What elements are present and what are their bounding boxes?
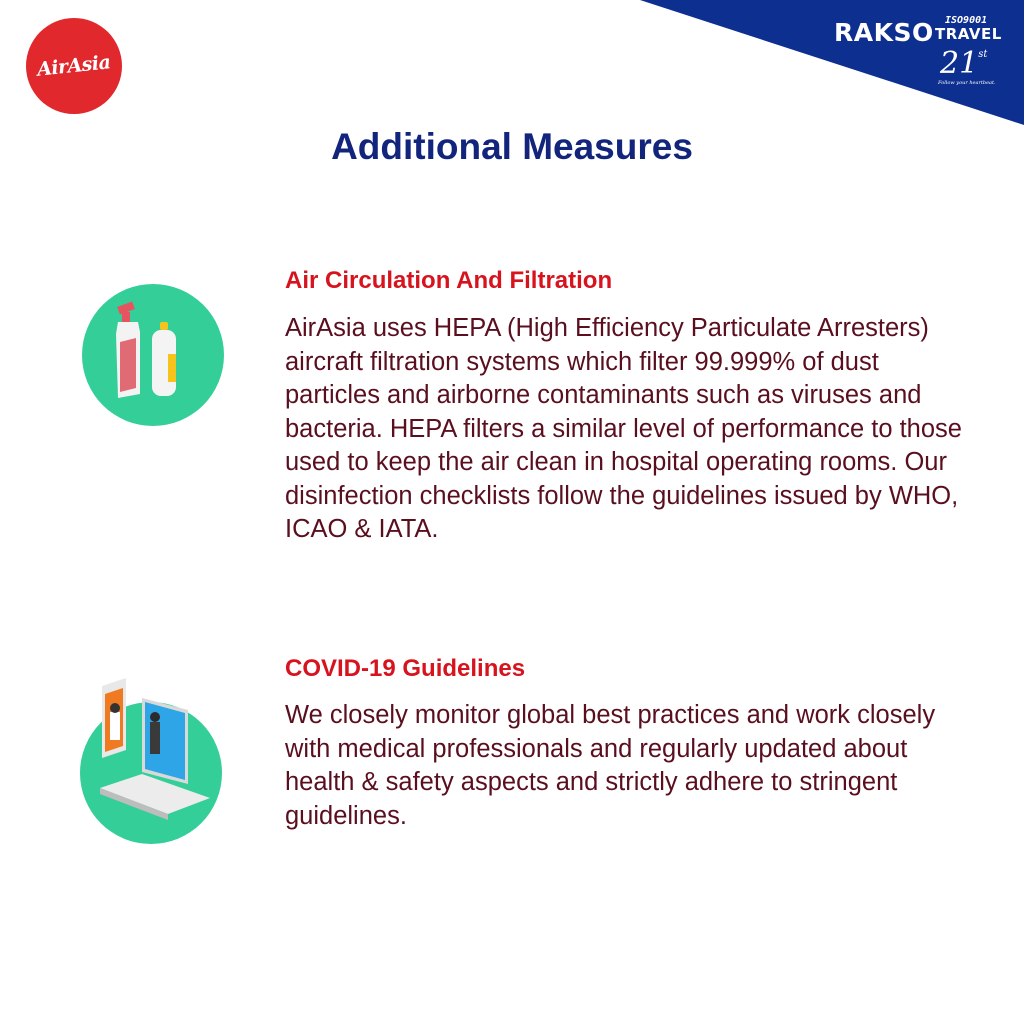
agency-suffix: TRAVEL <box>935 25 1002 43</box>
cleaning-spray-bottles-icon <box>82 284 224 426</box>
section-heading-covid-guidelines: COVID-19 Guidelines <box>285 655 526 682</box>
airasia-logo <box>26 18 122 114</box>
anniversary-suffix: st <box>978 49 988 60</box>
anniversary-badge <box>940 46 987 81</box>
section-body-air-circulation: AirAsia uses HEPA (High Efficiency Particulate Arresters) aircraft filtration systems which filter 99.999% of dust particles and airborne contaminants such as viruses and bacteria. HEPA filters a similar level of performance to those used to keep the air clean in hospital operating rooms. Our disinfection checklists follow the guidelines issued by WHO, ICAO & IATA. <box>285 314 962 543</box>
airasia-logo-text: AirAsia <box>36 51 112 81</box>
agency-tagline: Follow your heartbeat. <box>938 80 996 86</box>
section-body-covid-guidelines: We closely monitor global best practices and work closely with medical professionals and regularly updated about health & safety aspects and strictly adhere to stringent guidelines. <box>285 701 936 830</box>
telemedicine-laptop-icon <box>80 702 222 844</box>
agency-certification: ISO9001 <box>945 15 988 26</box>
agency-name: RAKSO <box>834 18 934 47</box>
section-heading-air-circulation: Air Circulation And Filtration <box>285 267 613 294</box>
page-title: Additional Measures <box>331 126 693 167</box>
anniversary-number: 21 <box>940 46 979 81</box>
